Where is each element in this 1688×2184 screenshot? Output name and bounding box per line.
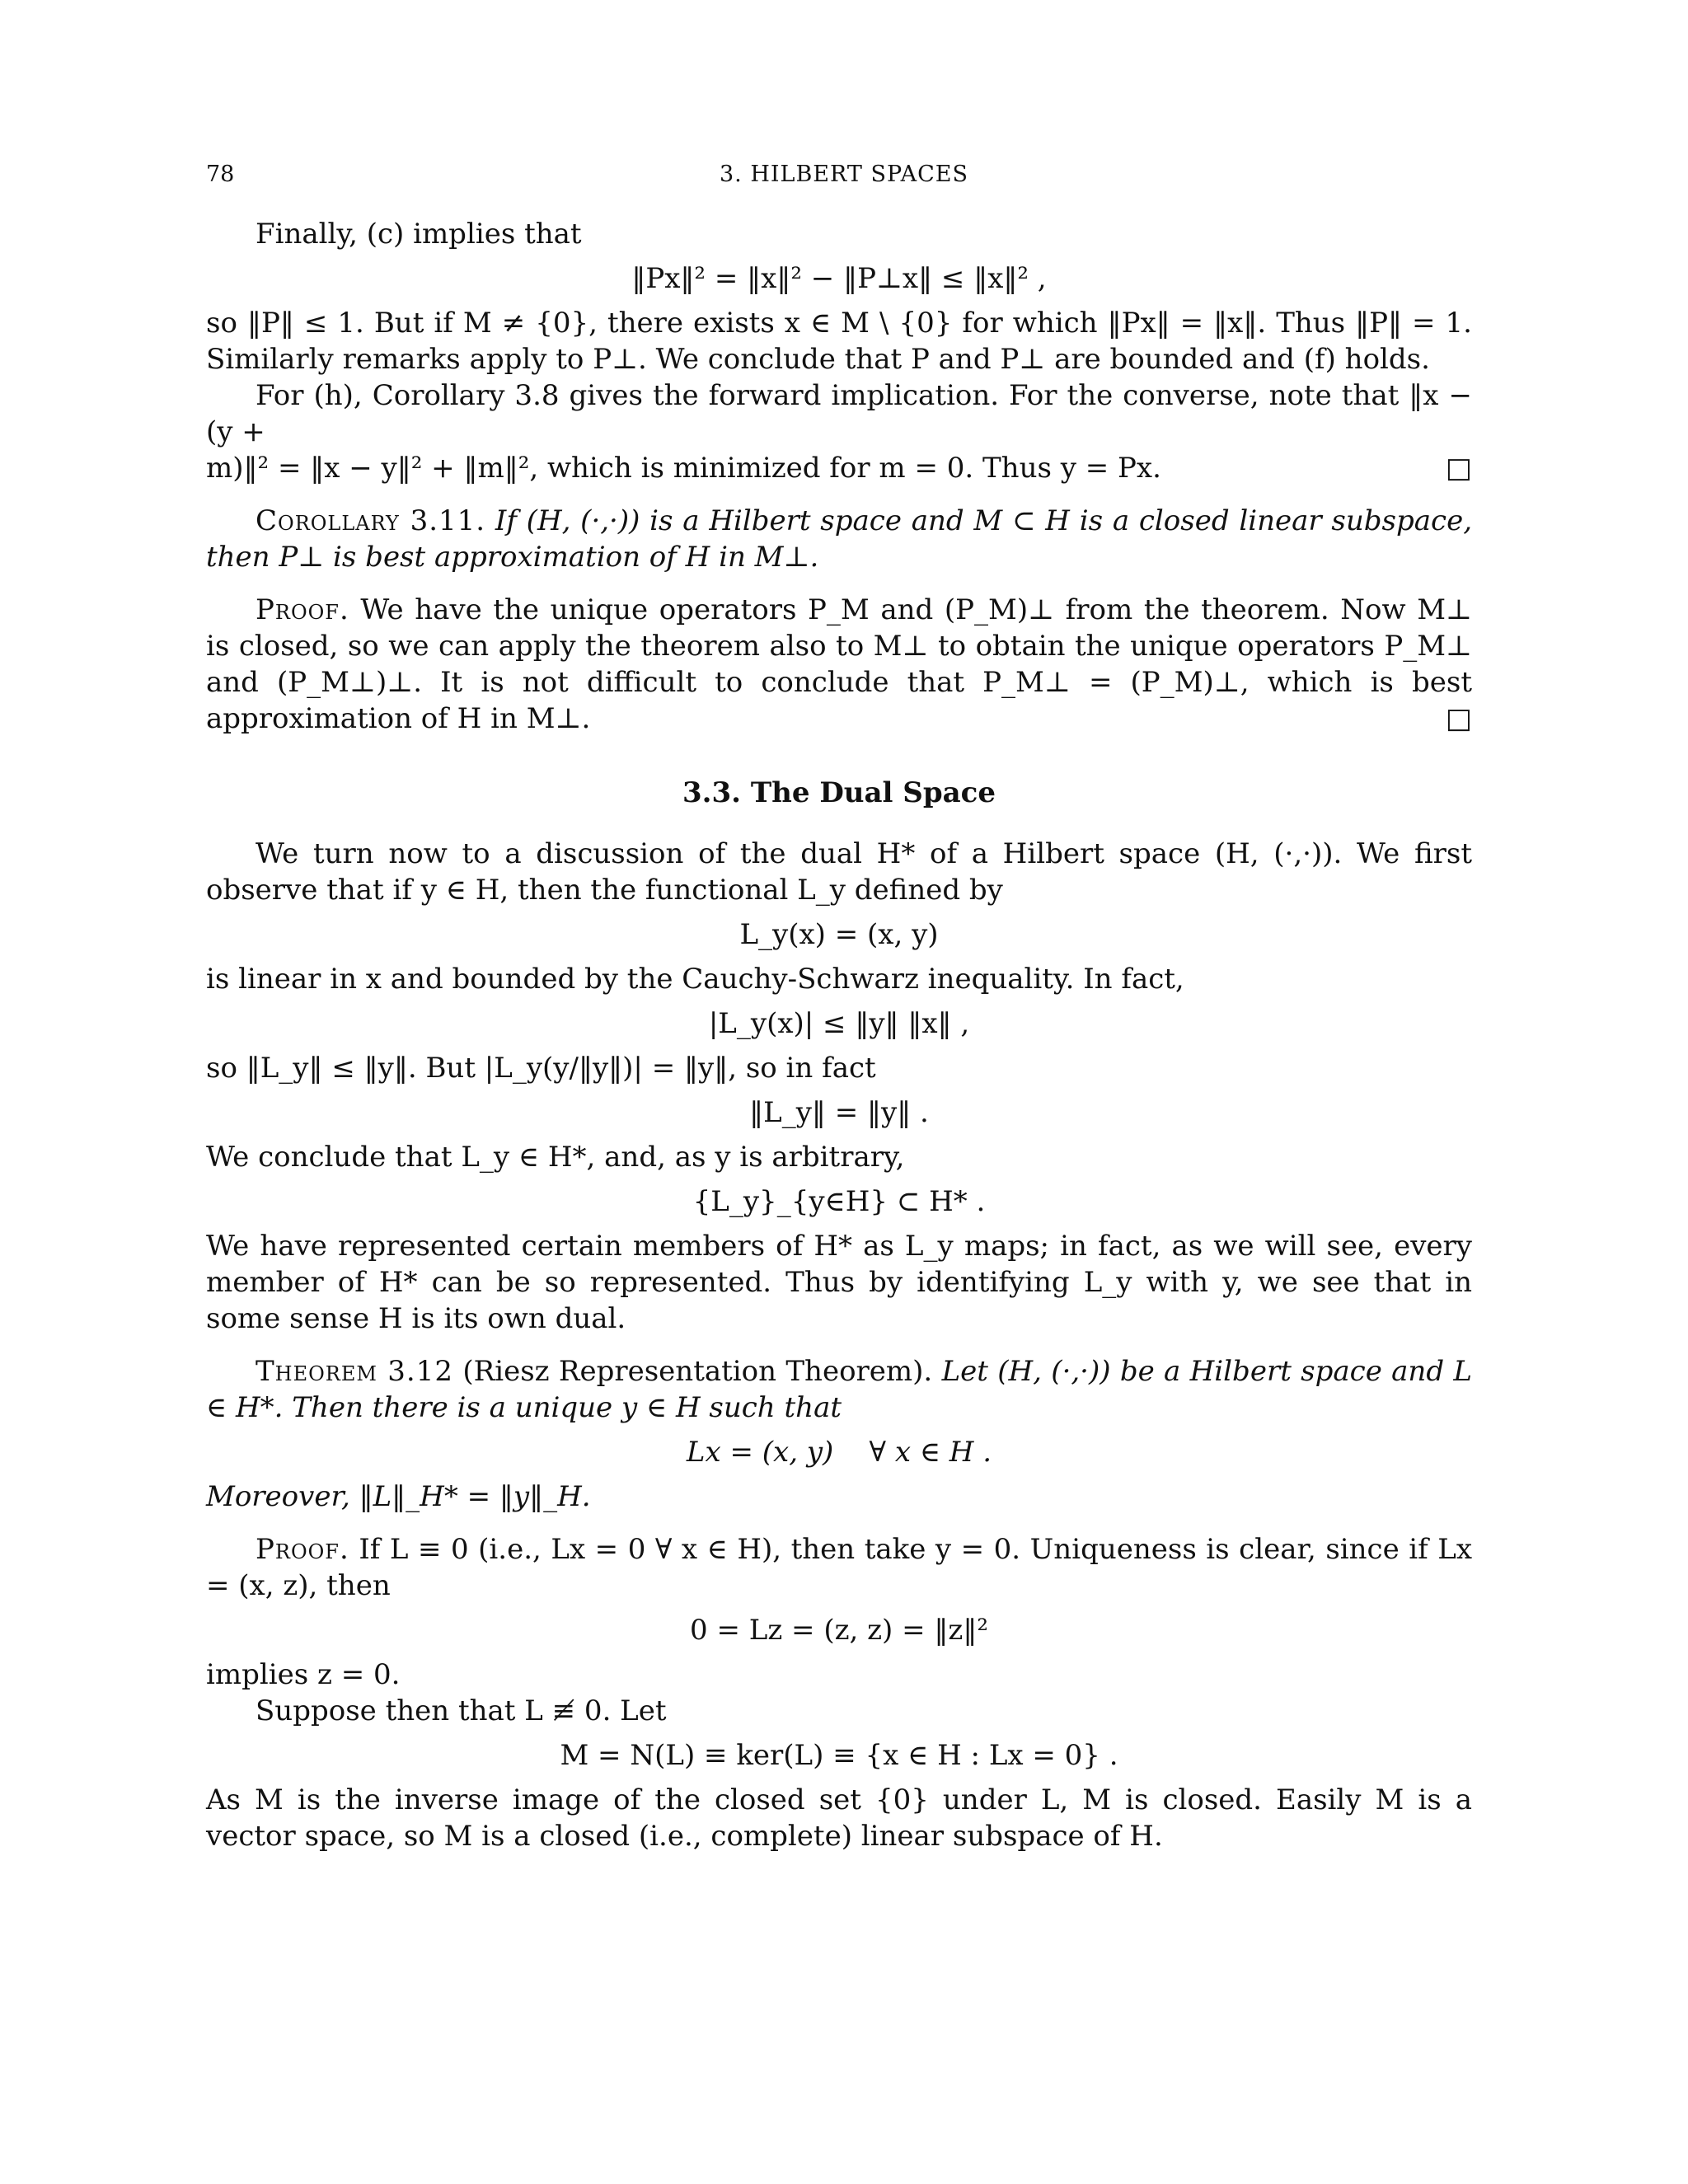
equation: Lx = (x, y) ∀ x ∈ H . — [686, 1436, 992, 1469]
qed-symbol: □ — [1445, 702, 1472, 735]
section-title: 3.3. The Dual Space — [682, 776, 996, 809]
paragraph: m)‖² = ‖x − y‖² + ‖m‖², which is minimized for m = 0. Thus y = Px. — [206, 452, 1161, 485]
paragraph: For (h), Corollary 3.8 gives the forward implication. For the converse, note that ‖x − (y + — [206, 379, 1472, 448]
theorem-text: Let (H, (·,·)) be a Hilbert space and L ∈ H*. Then there is a unique y ∈ H such that — [206, 1355, 1472, 1424]
paragraph: is linear in x and bounded by the Cauchy-Schwarz inequality. In fact, — [206, 963, 1184, 996]
equation: ‖Px‖² = ‖x‖² − ‖P⊥x‖ ≤ ‖x‖² , — [631, 262, 1047, 295]
page-header — [206, 162, 1482, 194]
paragraph: We conclude that L_y ∈ H*, and, as y is arbitrary, — [206, 1141, 905, 1174]
theorem — [206, 1353, 1472, 1426]
proof — [206, 592, 1472, 737]
running-title: 3. HILBERT SPACES — [719, 162, 969, 187]
page-number: 78 — [206, 162, 235, 187]
page-body — [206, 216, 1472, 1854]
equation: M = N(L) ≡ ker(L) ≡ {x ∈ H : Lx = 0} . — [560, 1739, 1118, 1772]
proof-label: Proof. — [256, 1533, 349, 1566]
paragraph-with-qed — [206, 450, 1472, 486]
equation: ‖L_y‖ = ‖y‖ . — [749, 1096, 929, 1129]
proof-text: We have the unique operators P_M and (P_M)⊥ from the theorem. Now M⊥ is closed, so we can apply the theorem also to M⊥ to obtain the unique operators P_M⊥ and (P_M⊥)⊥. It is not difficult to conclude that P_M⊥ = (P_M)⊥, which is best approximation of H in M⊥. — [206, 593, 1472, 735]
paragraph: so ‖P‖ ≤ 1. But if M ≠ {0}, there exists x ∈ M \ {0} for which ‖Px‖ = ‖x‖. Thus ‖P‖ = 1. Similarly remarks apply to P⊥. We conclude that P and P⊥ are bounded and (f) holds. — [206, 307, 1472, 376]
theorem-moreover: Moreover, ‖L‖_H* = ‖y‖_H. — [206, 1480, 591, 1513]
qed-symbol: □ — [1445, 452, 1472, 485]
equation: |L_y(x)| ≤ ‖y‖ ‖x‖ , — [708, 1007, 970, 1040]
proof-label: Proof. — [256, 593, 349, 626]
proof — [206, 1531, 1472, 1604]
theorem-name: (Riesz Representation Theorem). — [462, 1355, 933, 1388]
equation: L_y(x) = (x, y) — [739, 918, 939, 951]
paragraph: We have represented certain members of H* as L_y maps; in fact, as we will see, every member of H* can be so represented. Thus by identifying L_y with y, we see that in some sense H is its own dual. — [206, 1230, 1472, 1335]
corollary — [206, 503, 1472, 575]
theorem-label: Theorem 3.12 — [256, 1355, 453, 1388]
equation: {L_y}_{y∈H} ⊂ H* . — [692, 1185, 986, 1218]
paragraph: Suppose then that L ≢ 0. Let — [256, 1694, 667, 1727]
paragraph: so ‖L_y‖ ≤ ‖y‖. But |L_y(y/‖y‖)| = ‖y‖, so in fact — [206, 1052, 876, 1085]
paragraph: implies z = 0. — [206, 1658, 401, 1691]
paragraph: Finally, (c) implies that — [256, 218, 582, 251]
equation: 0 = Lz = (z, z) = ‖z‖² — [690, 1614, 988, 1647]
corollary-label: Corollary 3.11. — [256, 504, 486, 537]
paragraph: As M is the inverse image of the closed set {0} under L, M is closed. Easily M is a vector space, so M is a closed (i.e., complete) linear subspace of H. — [206, 1783, 1472, 1853]
corollary-text: If (H, (·,·)) is a Hilbert space and M ⊂ H is a closed linear subspace, then P⊥ is best approximation of H in M⊥. — [206, 504, 1472, 574]
paragraph: We turn now to a discussion of the dual H* of a Hilbert space (H, (·,·)). We first observe that if y ∈ H, then the functional L_y defined by — [206, 837, 1472, 907]
proof-text: If L ≡ 0 (i.e., Lx = 0 ∀ x ∈ H), then take y = 0. Uniqueness is clear, since if Lx = (x, z), then — [206, 1533, 1473, 1602]
